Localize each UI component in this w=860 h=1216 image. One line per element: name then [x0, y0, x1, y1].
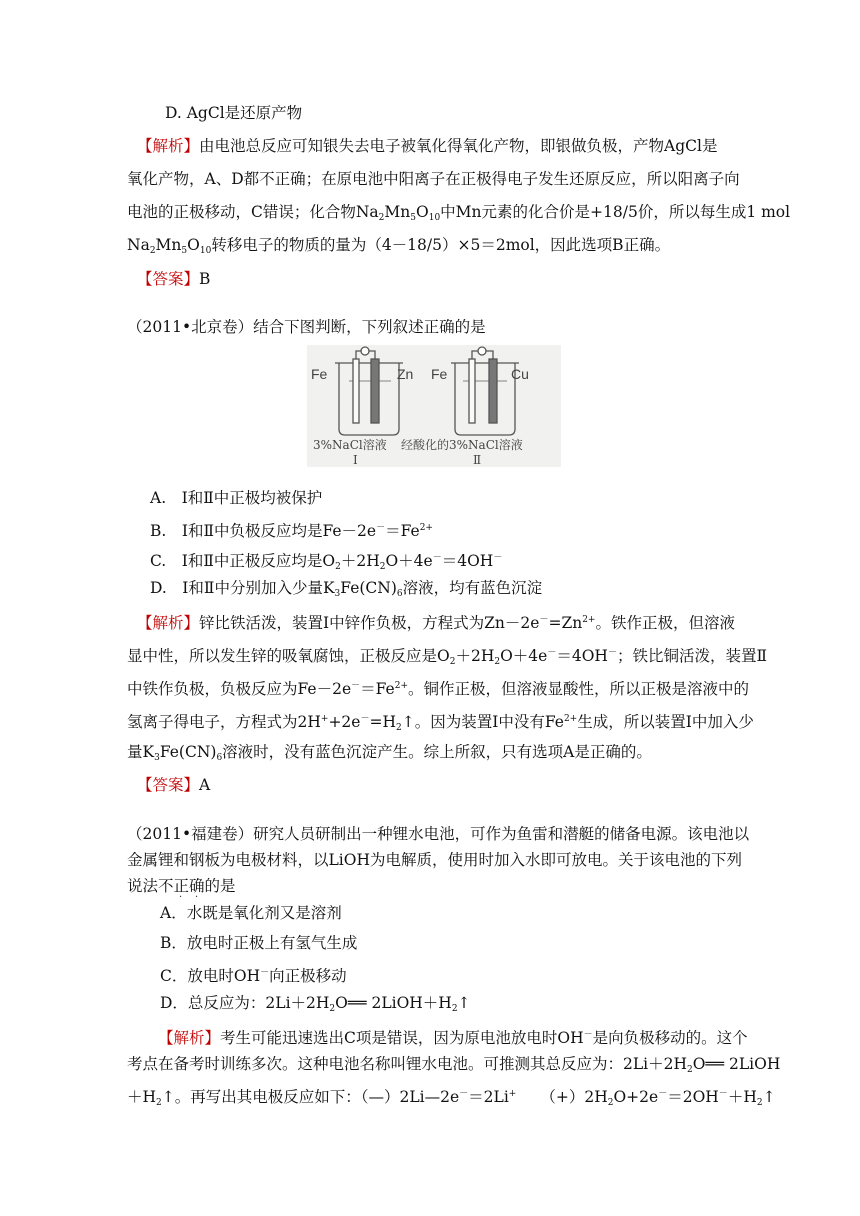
- q2-analysis-line2: 显中性，所以发生锌的吸氧腐蚀，正极反应是$O_2+2H_2O+4e^-=4OH^-$；铁比铜活泼，装置Ⅱ: [127, 647, 767, 667]
- q1-analysis-line3: 电池的正极移动，C错误；化合物$Na_2Mn_5O_{10}$中Mn元素的化合价是+18/5价，所以每生成1 mol: [127, 203, 791, 223]
- q3-analysis-line3: $+H_2↑$。再写出其电极反应如下：（—）2Li—2e－＝2Li+ $(+)2H_2O+2e^-=2OH^-+H_2↑$: [127, 1088, 776, 1108]
- q1-analysis-line4: $Na_2Mn_5O_{10}$转移电子的物质的量为（4－18/5）×5＝2mol，因此选项B正确。: [127, 236, 671, 256]
- cell-1-right-electrode: Zn: [397, 366, 414, 382]
- q2-option-a: A. Ⅰ和Ⅱ中正极均被保护: [150, 489, 323, 507]
- q3-stem-line3: 说法不正确的是: [127, 877, 236, 895]
- q2-stem: （2011•北京卷）结合下图判断，下列叙述正确的是: [127, 318, 486, 336]
- q3-option-a: A．水既是氧化剂又是溶剂: [160, 904, 342, 922]
- q1-option-d: D. AgCl是还原产物: [165, 104, 303, 122]
- cell-1-left-electrode: Fe: [311, 366, 328, 382]
- cell-2-right-electrode: Cu: [511, 366, 529, 382]
- analysis-tag: 【解析】: [137, 137, 200, 155]
- answer-tag: 【答案】: [137, 776, 200, 794]
- q1-analysis-line1: 【解析】由电池总反应可知银失去电子被氧化得氧化产物，即银做负极，产物AgCl是: [137, 137, 718, 155]
- cell-2-left-electrode: Fe: [431, 366, 448, 382]
- q3-option-c: C．放电时OH－向正极移动: [160, 967, 347, 985]
- q3-stem-line2: 金属锂和钢板为电极材料，以LiOH为电解质，使用时加入水即可放电。关于该电池的下列: [127, 851, 742, 869]
- cell-1-caption: 3%NaCl溶液: [313, 438, 387, 452]
- q3-option-d: D．总反应为：$2Li+2H_2O══$ $2LiOH+H_2↑$: [160, 994, 471, 1014]
- cell-2-caption: 经酸化的3%NaCl溶液: [401, 438, 523, 452]
- cell-2-roman: Ⅱ: [473, 453, 482, 467]
- q2-analysis-line5: 量$K_3Fe(CN)_6$溶液时，没有蓝色沉淀产生。综上所叙，只有选项A是正确的。: [127, 743, 652, 763]
- electrochemistry-figure: [307, 345, 561, 467]
- answer-tag: 【答案】: [137, 270, 200, 288]
- q2-option-b: B. Ⅰ和Ⅱ中负极反应均是$Fe-2e^-=Fe^{2+}$: [150, 522, 433, 540]
- q3-analysis-line2: 考点在备考时训练多次。这种电池名称叫锂水电池。可推测其总反应为：$2Li+2H_2O══$ 2LiOH: [127, 1055, 781, 1075]
- analysis-tag: 【解析】: [137, 614, 200, 632]
- q1-analysis-line2: 氧化产物，A、D都不正确；在原电池中阳离子在正极得电子发生还原反应，所以阳离子向: [127, 170, 740, 188]
- cell-1-roman: Ⅰ: [353, 453, 358, 467]
- q3-option-b: B．放电时正极上有氢气生成: [160, 934, 358, 952]
- q2-analysis-line3: 中铁作负极，负极反应为$Fe-2e^-=Fe^{2+}$。铜作正极，但溶液显酸性，所以正极是溶液中的: [127, 680, 750, 698]
- q3-analysis-line1: 【解析】考生可能迅速选出C项是错误，因为原电池放电时OH－是向负极移动的。这个: [158, 1029, 748, 1047]
- emphasis-dot: ·: [195, 892, 199, 903]
- analysis-tag: 【解析】: [158, 1029, 221, 1047]
- q1-answer: 【答案】B: [137, 270, 211, 288]
- emphasis-dot: ·: [179, 892, 183, 903]
- q2-option-c: C. Ⅰ和Ⅱ中正极反应均是$O_2+2H_2O+4e^-=4OH^-$: [150, 552, 503, 572]
- q2-analysis-line4: 氢离子得电子，方程式为$2H^++2e^-=H_2↑$。因为装置Ⅰ中没有$Fe^{2+}$生成，所以装置Ⅰ中加入少: [127, 713, 754, 733]
- q3-stem-line1: （2011•福建卷）研究人员研制出一种锂水电池，可作为鱼雷和潜艇的储备电源。该电池以: [127, 825, 750, 843]
- q2-answer: 【答案】A: [137, 776, 211, 794]
- q2-analysis-line1: 【解析】锌比铁活泼，装置Ⅰ中锌作负极，方程式为$Zn-2e^-=Zn^{2+}$。铁作正极，但溶液: [137, 614, 735, 632]
- q2-option-d: D. Ⅰ和Ⅱ中分别加入少量$K_3Fe(CN)_6$溶液，均有蓝色沉淀: [150, 579, 543, 599]
